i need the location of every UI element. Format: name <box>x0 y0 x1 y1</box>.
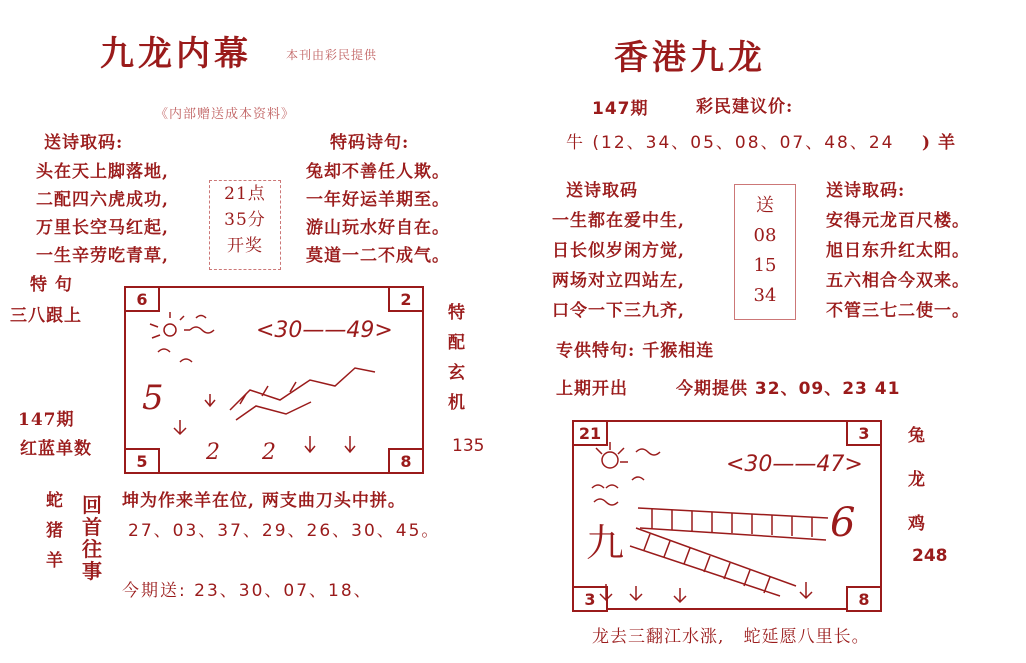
animal-char: 羊 <box>46 551 64 571</box>
ox-line: 牛 (12、34、05、08、07、48、24 <box>566 133 895 153</box>
send-number: 15 <box>753 255 777 276</box>
vertical-char: 玄 <box>448 363 466 383</box>
corner-bottom-left: 3 <box>572 586 608 612</box>
scribble-digit: 2 <box>262 440 276 465</box>
review-char: 往 <box>82 537 102 561</box>
time-hour: 21点 <box>224 184 266 204</box>
right-period: 147期 <box>592 99 649 119</box>
time-label: 开奖 <box>227 236 263 256</box>
right-poem-right-header: 送诗取码: <box>826 181 906 201</box>
corner-top-right: 2 <box>388 286 424 312</box>
poem-line: 二配四六虎成功, <box>36 190 169 210</box>
price-label: 彩民建议价: <box>696 97 794 117</box>
left-poem-right-header: 特码诗句: <box>330 133 410 153</box>
right-vertical-num: 248 <box>912 546 948 566</box>
review-char: 事 <box>82 559 102 583</box>
animal-char: 蛇 <box>46 491 64 511</box>
right-vertical-animals <box>908 414 926 546</box>
scribble-char: 九 <box>586 521 625 565</box>
vertical-char: 配 <box>448 333 466 353</box>
corner-top-right: 3 <box>846 420 882 446</box>
left-period: 147期 <box>18 410 75 430</box>
special-sentence-label: 特 句 <box>30 275 73 295</box>
corner-top-left: 21 <box>572 420 608 446</box>
riddle-line: 坤为作来羊在位, 两支曲刀头中拼。 <box>122 491 406 511</box>
right-special-sentence: 专供特句: 千猴相连 <box>556 341 715 361</box>
right-footer: 龙去三翻江水涨, 蛇延愿八里长。 <box>592 627 870 647</box>
corner-bottom-left: 5 <box>124 448 160 474</box>
provide-line: 今期提供 32、09、23 41 <box>676 379 901 399</box>
poem-line: 旭日东升红太阳。 <box>826 241 970 261</box>
send-label: 送 <box>756 195 774 216</box>
review-char: 回 <box>82 493 102 517</box>
left-chart-range: <30——49> <box>256 318 393 343</box>
left-subtitle: 《内部赠送成本资料》 <box>155 107 296 122</box>
vertical-char: 特 <box>448 303 466 323</box>
scribble-digit: 5 <box>142 378 164 418</box>
right-poem-header: 送诗取码 <box>566 181 638 201</box>
poem-line: 游山玩水好自在。 <box>306 218 450 238</box>
right-chart-range: <30——47> <box>726 452 863 477</box>
review-char: 首 <box>82 515 102 539</box>
poem-line: 一生都在爱中生, <box>552 211 685 231</box>
poem-line: 兔却不善任人欺。 <box>306 162 450 182</box>
poem-line: 头在天上脚落地, <box>36 162 169 182</box>
right-title: 香港九龙 <box>614 38 766 78</box>
ox-tail: ) 羊 <box>922 133 956 153</box>
time-minute: 35分 <box>224 210 266 230</box>
last-open: 上期开出 <box>556 379 628 399</box>
poem-line: 两场对立四站左, <box>552 271 685 291</box>
poem-line: 口令一下三九齐, <box>552 301 685 321</box>
poem-line: 不管三七二使一。 <box>826 301 970 321</box>
poem-line: 日长似岁闲方觉, <box>552 241 685 261</box>
poem-line: 五六相合今双来。 <box>826 271 970 291</box>
today-send: 今期送: 23、30、07、18、 <box>122 581 373 601</box>
left-title-sub: 本刊由彩民提供 <box>286 48 378 62</box>
scribble-digit: 6 <box>830 500 856 546</box>
red-blue-label: 红蓝单数 <box>20 439 92 459</box>
left-title: 九龙内幕 <box>100 34 252 74</box>
vertical-char: 机 <box>448 393 466 413</box>
corner-bottom-right: 8 <box>846 586 882 612</box>
scribble-digit: 2 <box>206 440 220 465</box>
corner-bottom-right: 8 <box>388 448 424 474</box>
special-sentence: 三八跟上 <box>10 306 82 326</box>
send-number: 34 <box>753 285 777 306</box>
corner-top-left: 6 <box>124 286 160 312</box>
poem-line: 万里长空马红起, <box>36 218 169 238</box>
poem-line: 一年好运羊期至。 <box>306 190 450 210</box>
vertical-right-num: 135 <box>452 436 485 456</box>
poem-line: 安得元龙百尺楼。 <box>826 211 970 231</box>
poem-line: 一生辛劳吃青草, <box>36 246 169 266</box>
animal-char: 猪 <box>46 521 64 541</box>
send-number: 08 <box>753 225 777 246</box>
animal-char: 龙 <box>908 470 926 490</box>
poem-line: 莫道一二不成气。 <box>306 246 450 266</box>
numbers-line: 27、03、37、29、26、30、45。 <box>128 521 441 541</box>
animal-char: 鸡 <box>908 514 926 534</box>
animal-char: 兔 <box>908 426 926 446</box>
left-poem-header: 送诗取码: <box>44 133 124 153</box>
